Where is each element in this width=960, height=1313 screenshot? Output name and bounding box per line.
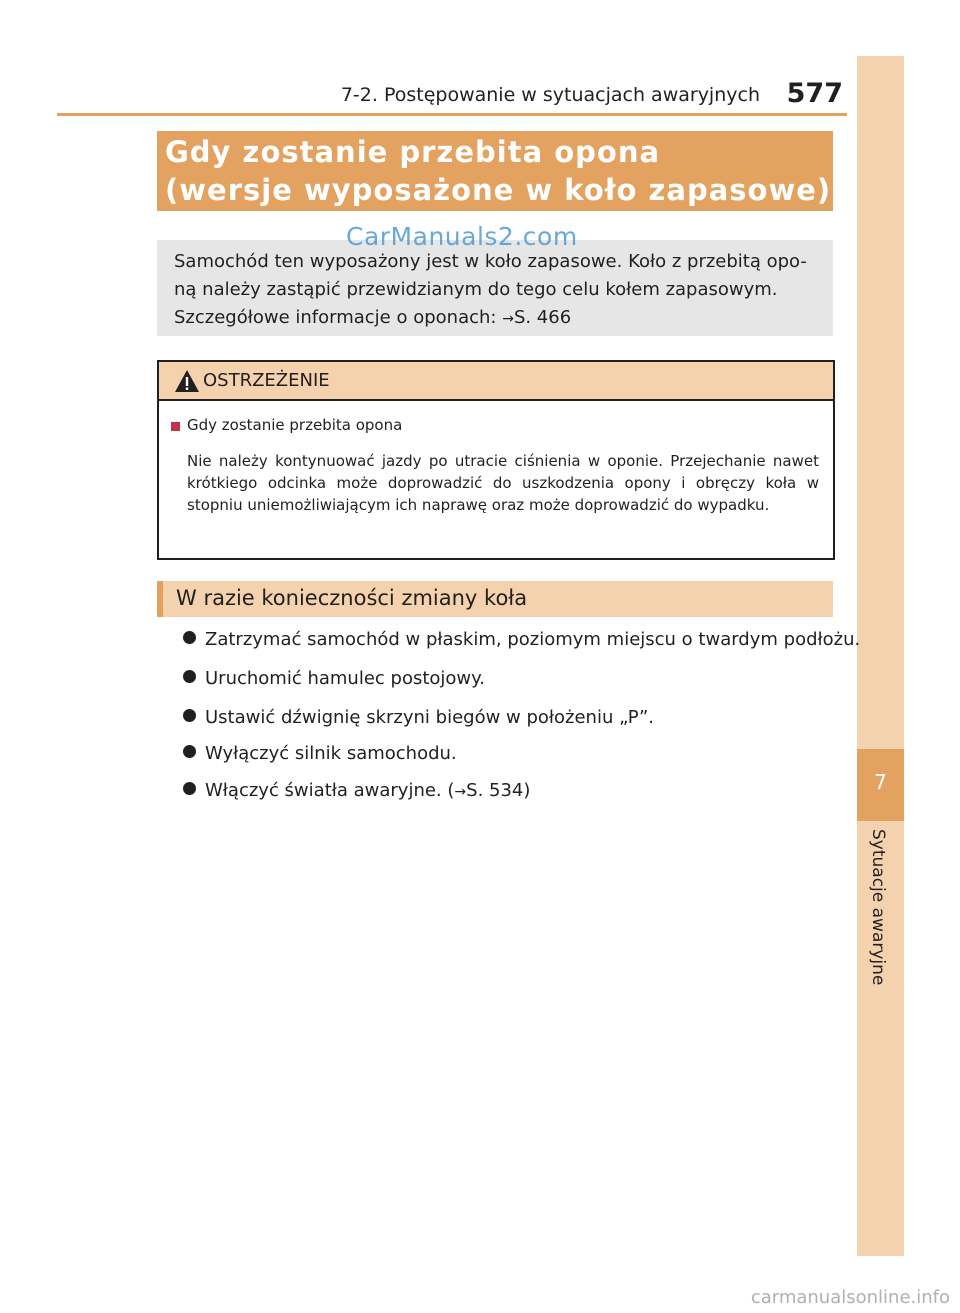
bullet-icon — [183, 745, 196, 758]
arrow-icon: → — [502, 311, 514, 327]
bullet-icon — [183, 782, 196, 795]
chapter-side-tab — [857, 56, 904, 1256]
list-item — [183, 707, 654, 728]
list-item-text: Ustawić dźwignię skrzyni biegów w położeniu „P”. — [205, 707, 655, 728]
page-title-line-2: (wersje wyposażone w koło zapasowe) — [165, 173, 832, 207]
warning-triangle-icon — [174, 369, 200, 393]
step-page-ref[interactable]: S. 534) — [466, 780, 531, 801]
bullet-icon — [183, 631, 196, 644]
bullet-icon — [183, 670, 196, 683]
intro-text — [174, 248, 824, 333]
warning-subtitle: Gdy zostanie przebita opona — [187, 416, 403, 434]
section-title: W razie konieczności zmiany koła — [176, 586, 528, 610]
chapter-number: 7 — [874, 770, 887, 794]
warning-box — [157, 360, 835, 560]
bullet-icon — [183, 709, 196, 722]
list-item — [183, 743, 457, 764]
page-title-line-1: Gdy zostanie przebita opona — [165, 135, 661, 169]
list-item-text: Wyłączyć silnik samochodu. — [205, 743, 457, 764]
list-item-text: Uruchomić hamulec postojowy. — [205, 668, 485, 689]
intro-line-3-prefix: Szczegółowe informacje o oponach: — [174, 307, 503, 328]
warning-title: OSTRZEŻENIE — [203, 370, 330, 391]
page-title — [165, 133, 835, 209]
intro-line-1: Samochód ten wyposażony jest w koło zapasowe. Koło z przebitą opo- — [174, 251, 807, 272]
chapter-label: Sytuacje awaryjne — [868, 829, 888, 986]
intro-line-3 — [174, 304, 824, 333]
list-item — [183, 668, 485, 689]
list-item — [183, 780, 530, 801]
warning-body: Nie należy kontynuować jazdy po utracie ciśnienia w oponie. Przejechanie nawet krótkiego odcinka może doprowadzić do uszkodzenia opony i obręczy koła w stopniu uniemożliwiającym ich naprawę oraz może doprowadzić do wypadku. — [187, 452, 819, 514]
intro-page-ref[interactable]: S. 466 — [513, 307, 572, 328]
section-accent-bar — [157, 581, 163, 617]
footer-source: carmanualsonline.info — [750, 1287, 950, 1308]
list-item — [183, 629, 860, 650]
list-item-text: Zatrzymać samochód w płaskim, poziomym miejscu o twardym podłożu. — [205, 629, 861, 650]
watermark: CarManuals2.com — [346, 222, 578, 251]
warning-bullet-icon — [171, 422, 180, 431]
arrow-icon: → — [454, 784, 467, 800]
intro-line-2: ną należy zastąpić przewidzianym do tego celu kołem zapasowym. — [174, 279, 778, 300]
list-item-text: Włączyć światła awaryjne. ( — [205, 780, 455, 801]
running-head: 7-2. Postępowanie w sytuacjach awaryjnych — [340, 84, 760, 106]
header-rule — [57, 113, 847, 116]
page-number: 577 — [786, 78, 843, 109]
warning-header — [159, 362, 833, 401]
